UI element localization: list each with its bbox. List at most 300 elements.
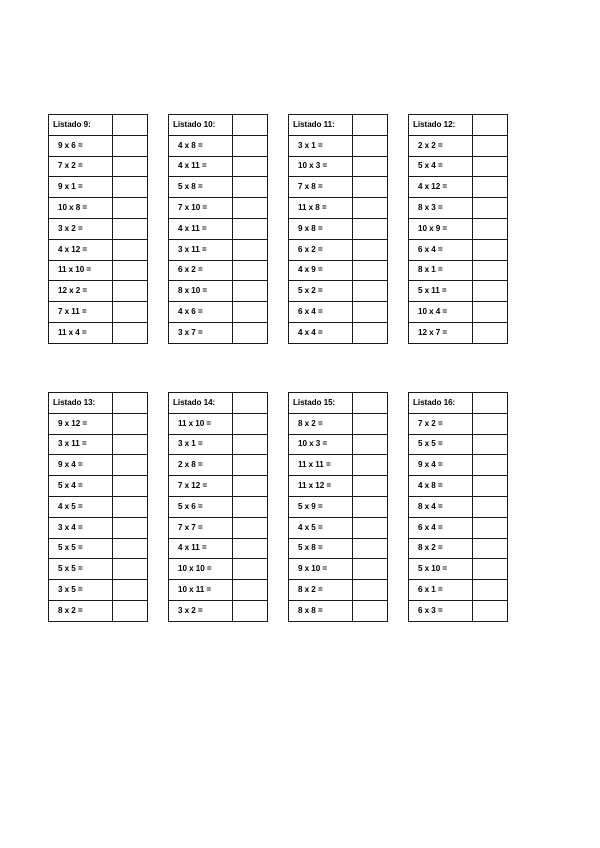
table-row [169, 177, 268, 198]
answer-cell[interactable] [113, 517, 148, 538]
problem-text: 9 x 1 = [58, 182, 83, 192]
answer-blank[interactable] [233, 497, 267, 517]
listado-header-answer-cell[interactable] [473, 115, 508, 136]
answer-blank[interactable] [233, 219, 267, 239]
table-row [169, 322, 268, 343]
answer-cell[interactable] [353, 434, 388, 455]
answer-cell[interactable] [473, 302, 508, 323]
answer-blank[interactable] [473, 240, 507, 260]
answer-blank[interactable] [233, 115, 267, 135]
answer-blank[interactable] [353, 240, 387, 260]
problem-cell [409, 198, 473, 219]
table-row [409, 580, 508, 601]
answer-cell[interactable] [113, 177, 148, 198]
answer-blank[interactable] [113, 115, 147, 135]
listado-slot [408, 114, 507, 344]
answer-cell[interactable] [473, 413, 508, 434]
answer-cell[interactable] [473, 198, 508, 219]
listado-header-answer-cell[interactable] [113, 115, 148, 136]
problem-text: 11 x 10 = [178, 418, 212, 428]
problem-text: 11 x 8 = [298, 203, 327, 213]
answer-blank[interactable] [473, 455, 507, 475]
answer-blank[interactable] [113, 177, 147, 197]
answer-blank[interactable] [353, 177, 387, 197]
problem-cell [169, 434, 233, 455]
table-row [49, 239, 148, 260]
answer-cell[interactable] [473, 538, 508, 559]
problem-text: 7 x 7 = [178, 522, 203, 532]
answer-cell[interactable] [113, 156, 148, 177]
problem-cell [49, 177, 113, 198]
problem-text: 4 x 11 = [178, 161, 207, 171]
answer-blank[interactable] [353, 393, 387, 413]
answer-blank[interactable] [233, 281, 267, 301]
answer-cell[interactable] [113, 538, 148, 559]
answer-cell[interactable] [353, 496, 388, 517]
problem-cell [409, 302, 473, 323]
table-row [49, 281, 148, 302]
answer-cell[interactable] [473, 239, 508, 260]
answer-blank[interactable] [113, 435, 147, 455]
listado-title: Listado 11: [293, 119, 335, 129]
answer-blank[interactable] [353, 136, 387, 156]
answer-cell[interactable] [233, 496, 268, 517]
answer-cell[interactable] [353, 600, 388, 621]
answer-cell[interactable] [353, 198, 388, 219]
answer-cell[interactable] [113, 322, 148, 343]
answer-blank[interactable] [113, 240, 147, 260]
answer-cell[interactable] [233, 198, 268, 219]
listado-table [48, 114, 148, 344]
answer-blank[interactable] [473, 261, 507, 281]
answer-cell[interactable] [353, 322, 388, 343]
listado-header-answer-cell[interactable] [233, 393, 268, 414]
problem-text: 6 x 2 = [298, 244, 323, 254]
answer-cell[interactable] [233, 177, 268, 198]
answer-blank[interactable] [233, 240, 267, 260]
answer-blank[interactable] [353, 559, 387, 579]
problem-cell [409, 455, 473, 476]
answer-cell[interactable] [233, 559, 268, 580]
answer-blank[interactable] [233, 539, 267, 559]
answer-blank[interactable] [353, 281, 387, 301]
listado-header-answer-cell[interactable] [233, 115, 268, 136]
answer-blank[interactable] [233, 157, 267, 177]
problem-text: 3 x 2 = [58, 223, 83, 233]
listado-header-answer-cell[interactable] [353, 393, 388, 414]
answer-cell[interactable] [353, 218, 388, 239]
answer-cell[interactable] [233, 260, 268, 281]
answer-cell[interactable] [353, 302, 388, 323]
answer-cell[interactable] [353, 239, 388, 260]
table-row [169, 455, 268, 476]
table-row [169, 496, 268, 517]
problem-text: 8 x 10 = [178, 286, 208, 296]
problem-text: 3 x 1 = [298, 140, 323, 150]
answer-blank[interactable] [353, 476, 387, 496]
answer-cell[interactable] [353, 413, 388, 434]
answer-cell[interactable] [233, 281, 268, 302]
answer-cell[interactable] [473, 496, 508, 517]
answer-blank[interactable] [113, 302, 147, 322]
answer-cell[interactable] [353, 538, 388, 559]
answer-blank[interactable] [233, 177, 267, 197]
answer-blank[interactable] [353, 157, 387, 177]
problem-text: 4 x 5 = [298, 522, 323, 532]
answer-cell[interactable] [113, 302, 148, 323]
table-row [49, 538, 148, 559]
problem-text: 4 x 6 = [178, 307, 203, 317]
answer-blank[interactable] [473, 323, 507, 343]
answer-blank[interactable] [473, 393, 507, 413]
problem-text: 10 x 4 = [418, 307, 448, 317]
answer-blank[interactable] [113, 559, 147, 579]
problem-cell [289, 281, 353, 302]
table-row [289, 559, 388, 580]
answer-cell[interactable] [233, 413, 268, 434]
answer-cell[interactable] [233, 239, 268, 260]
problem-text: 4 x 9 = [298, 265, 323, 275]
problem-text: 6 x 4 = [418, 522, 443, 532]
problem-text: 7 x 2 = [58, 161, 83, 171]
problem-text: 3 x 7 = [178, 327, 203, 337]
table-row [49, 580, 148, 601]
problem-cell [49, 322, 113, 343]
answer-blank[interactable] [113, 414, 147, 434]
problem-cell [169, 455, 233, 476]
answer-blank[interactable] [353, 435, 387, 455]
answer-cell[interactable] [233, 600, 268, 621]
answer-blank[interactable] [113, 136, 147, 156]
answer-blank[interactable] [233, 323, 267, 343]
table-row [409, 156, 508, 177]
listado-title-cell [169, 115, 233, 136]
table-row [49, 476, 148, 497]
answer-cell[interactable] [233, 455, 268, 476]
answer-blank[interactable] [473, 580, 507, 600]
problem-cell [289, 580, 353, 601]
answer-cell[interactable] [233, 302, 268, 323]
answer-cell[interactable] [113, 239, 148, 260]
answer-cell[interactable] [473, 559, 508, 580]
answer-cell[interactable] [473, 476, 508, 497]
listado-header-answer-cell[interactable] [473, 393, 508, 414]
answer-blank[interactable] [353, 518, 387, 538]
answer-cell[interactable] [113, 600, 148, 621]
table-row [49, 600, 148, 621]
answer-cell[interactable] [113, 434, 148, 455]
answer-blank[interactable] [113, 393, 147, 413]
answer-cell[interactable] [473, 600, 508, 621]
answer-blank[interactable] [233, 455, 267, 475]
problem-cell [409, 281, 473, 302]
answer-blank[interactable] [113, 157, 147, 177]
answer-blank[interactable] [473, 601, 507, 621]
table-row [289, 434, 388, 455]
table-row [289, 260, 388, 281]
problem-text: 8 x 2 = [298, 418, 323, 428]
table-row [49, 496, 148, 517]
problem-cell [289, 434, 353, 455]
problem-cell [289, 559, 353, 580]
answer-cell[interactable] [473, 434, 508, 455]
answer-blank[interactable] [473, 281, 507, 301]
answer-blank[interactable] [473, 539, 507, 559]
problem-cell [289, 413, 353, 434]
listado-header-row [409, 115, 508, 136]
answer-cell[interactable] [473, 177, 508, 198]
problem-cell [49, 135, 113, 156]
problem-text: 6 x 4 = [298, 307, 323, 317]
answer-blank[interactable] [353, 455, 387, 475]
problem-text: 11 x 11 = [298, 460, 331, 470]
problem-text: 7 x 11 = [58, 307, 87, 317]
problem-cell [49, 281, 113, 302]
answer-cell[interactable] [353, 559, 388, 580]
answer-blank[interactable] [233, 476, 267, 496]
answer-blank[interactable] [353, 198, 387, 218]
table-row [49, 302, 148, 323]
answer-blank[interactable] [113, 601, 147, 621]
answer-cell[interactable] [233, 218, 268, 239]
problem-cell [49, 517, 113, 538]
answer-blank[interactable] [113, 580, 147, 600]
answer-blank[interactable] [353, 580, 387, 600]
problem-cell [49, 455, 113, 476]
problem-cell [49, 198, 113, 219]
problem-text: 5 x 6 = [178, 501, 203, 511]
table-row [289, 517, 388, 538]
problem-cell [49, 302, 113, 323]
problem-text: 5 x 2 = [298, 286, 323, 296]
answer-cell[interactable] [233, 135, 268, 156]
answer-cell[interactable] [353, 135, 388, 156]
answer-cell[interactable] [113, 476, 148, 497]
problem-cell [169, 600, 233, 621]
answer-blank[interactable] [473, 435, 507, 455]
problem-cell [169, 281, 233, 302]
answer-cell[interactable] [113, 198, 148, 219]
answer-cell[interactable] [353, 156, 388, 177]
answer-cell[interactable] [233, 434, 268, 455]
answer-blank[interactable] [233, 136, 267, 156]
answer-blank[interactable] [233, 601, 267, 621]
listado-header-row [409, 393, 508, 414]
answer-blank[interactable] [473, 136, 507, 156]
answer-blank[interactable] [353, 539, 387, 559]
table-row [169, 538, 268, 559]
answer-blank[interactable] [473, 157, 507, 177]
table-row [169, 559, 268, 580]
problem-cell [49, 559, 113, 580]
answer-cell[interactable] [113, 135, 148, 156]
answer-cell[interactable] [473, 135, 508, 156]
answer-blank[interactable] [233, 518, 267, 538]
problem-text: 9 x 12 = [58, 418, 88, 428]
table-row [409, 496, 508, 517]
answer-blank[interactable] [113, 219, 147, 239]
answer-blank[interactable] [233, 393, 267, 413]
problem-text: 11 x 4 = [58, 327, 87, 337]
problem-text: 3 x 1 = [178, 439, 203, 449]
answer-cell[interactable] [233, 476, 268, 497]
answer-cell[interactable] [473, 322, 508, 343]
table-row [289, 281, 388, 302]
problem-cell [49, 239, 113, 260]
answer-blank[interactable] [473, 497, 507, 517]
problem-cell [409, 476, 473, 497]
table-row [169, 260, 268, 281]
problem-cell [289, 156, 353, 177]
answer-blank[interactable] [113, 455, 147, 475]
table-row [289, 135, 388, 156]
answer-cell[interactable] [353, 177, 388, 198]
table-row [409, 322, 508, 343]
answer-blank[interactable] [353, 323, 387, 343]
answer-blank[interactable] [233, 198, 267, 218]
answer-blank[interactable] [473, 115, 507, 135]
answer-blank[interactable] [473, 559, 507, 579]
problem-text: 11 x 10 = [58, 265, 92, 275]
problem-text: 5 x 8 = [298, 543, 323, 553]
table-row [169, 156, 268, 177]
answer-cell[interactable] [473, 517, 508, 538]
listado-title-cell [409, 393, 473, 414]
table-row [409, 302, 508, 323]
problem-cell [169, 239, 233, 260]
answer-blank[interactable] [473, 302, 507, 322]
answer-blank[interactable] [113, 281, 147, 301]
answer-cell[interactable] [353, 476, 388, 497]
answer-cell[interactable] [353, 260, 388, 281]
answer-cell[interactable] [473, 455, 508, 476]
answer-blank[interactable] [473, 219, 507, 239]
problem-text: 4 x 8 = [178, 140, 203, 150]
answer-blank[interactable] [353, 261, 387, 281]
problem-cell [409, 517, 473, 538]
listado-table [48, 392, 148, 622]
answer-blank[interactable] [113, 261, 147, 281]
answer-blank[interactable] [353, 302, 387, 322]
answer-blank[interactable] [353, 601, 387, 621]
table-row [409, 198, 508, 219]
answer-cell[interactable] [233, 580, 268, 601]
answer-blank[interactable] [473, 518, 507, 538]
answer-cell[interactable] [113, 218, 148, 239]
answer-blank[interactable] [233, 302, 267, 322]
answer-blank[interactable] [113, 323, 147, 343]
answer-cell[interactable] [233, 538, 268, 559]
answer-blank[interactable] [113, 539, 147, 559]
answer-cell[interactable] [233, 322, 268, 343]
table-row [49, 135, 148, 156]
table-row [49, 559, 148, 580]
problem-text: 6 x 3 = [418, 605, 443, 615]
answer-cell[interactable] [353, 580, 388, 601]
answer-blank[interactable] [473, 177, 507, 197]
problem-cell [289, 600, 353, 621]
listado-title-cell [289, 393, 353, 414]
answer-cell[interactable] [113, 281, 148, 302]
answer-cell[interactable] [113, 413, 148, 434]
answer-cell[interactable] [473, 218, 508, 239]
listado-slot [48, 114, 147, 344]
answer-cell[interactable] [473, 281, 508, 302]
table-row [409, 559, 508, 580]
problem-cell [289, 302, 353, 323]
answer-blank[interactable] [113, 497, 147, 517]
table-row [49, 177, 148, 198]
listado-table [168, 392, 268, 622]
problem-cell [409, 135, 473, 156]
answer-blank[interactable] [473, 476, 507, 496]
answer-blank[interactable] [353, 115, 387, 135]
problem-text: 9 x 4 = [418, 460, 443, 470]
answer-cell[interactable] [113, 580, 148, 601]
answer-cell[interactable] [113, 559, 148, 580]
listado-title-cell [169, 393, 233, 414]
problem-text: 5 x 5 = [58, 543, 83, 553]
answer-blank[interactable] [113, 476, 147, 496]
answer-blank[interactable] [113, 518, 147, 538]
answer-blank[interactable] [233, 261, 267, 281]
table-row [409, 260, 508, 281]
problem-cell [169, 538, 233, 559]
worksheet-row-top [48, 114, 508, 344]
listado-slot [168, 392, 267, 622]
answer-cell[interactable] [473, 580, 508, 601]
answer-blank[interactable] [353, 219, 387, 239]
answer-blank[interactable] [233, 435, 267, 455]
listado-slot [48, 392, 147, 622]
problem-text: 7 x 2 = [418, 418, 443, 428]
answer-cell[interactable] [353, 455, 388, 476]
answer-cell[interactable] [353, 281, 388, 302]
problem-cell [409, 559, 473, 580]
problem-text: 3 x 11 = [58, 439, 87, 449]
answer-blank[interactable] [113, 198, 147, 218]
problem-text: 5 x 11 = [418, 286, 447, 296]
answer-cell[interactable] [473, 260, 508, 281]
problem-cell [289, 177, 353, 198]
answer-blank[interactable] [233, 414, 267, 434]
answer-cell[interactable] [353, 517, 388, 538]
answer-cell[interactable] [113, 455, 148, 476]
answer-cell[interactable] [233, 156, 268, 177]
answer-blank[interactable] [233, 559, 267, 579]
answer-blank[interactable] [233, 580, 267, 600]
table-row [409, 476, 508, 497]
listado-header-answer-cell[interactable] [353, 115, 388, 136]
table-row [169, 135, 268, 156]
answer-blank[interactable] [353, 414, 387, 434]
answer-cell[interactable] [473, 156, 508, 177]
answer-cell[interactable] [113, 496, 148, 517]
answer-cell[interactable] [233, 517, 268, 538]
problem-text: 4 x 8 = [418, 481, 443, 491]
answer-cell[interactable] [113, 260, 148, 281]
answer-blank[interactable] [473, 198, 507, 218]
problem-cell [169, 322, 233, 343]
listado-header-answer-cell[interactable] [113, 393, 148, 414]
table-row [169, 218, 268, 239]
table-row [49, 260, 148, 281]
answer-blank[interactable] [473, 414, 507, 434]
answer-blank[interactable] [353, 497, 387, 517]
problem-cell [289, 496, 353, 517]
problem-cell [289, 322, 353, 343]
problem-text: 6 x 4 = [418, 244, 443, 254]
